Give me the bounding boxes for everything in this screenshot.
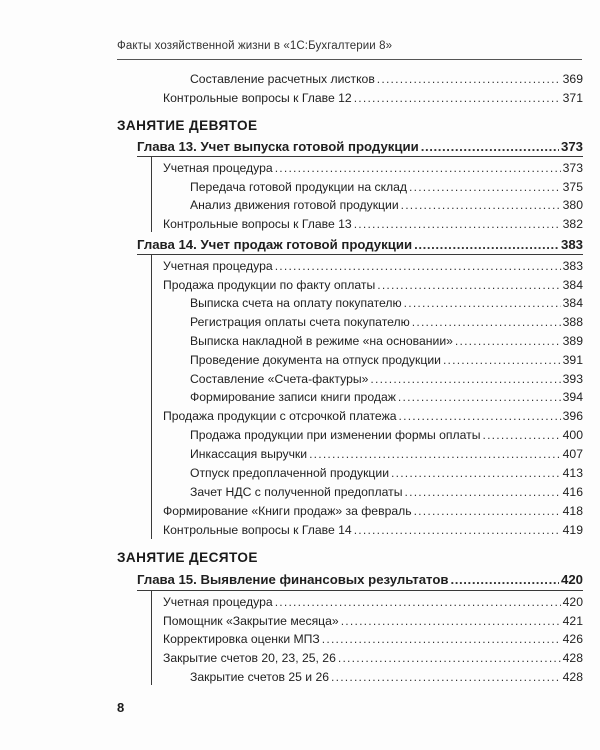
- toc-entry-page: 421: [562, 614, 583, 628]
- toc-entry-title: Выписка счета на оплату покупателю: [190, 296, 402, 310]
- toc-entry-title: Отпуск предоплаченной продукции: [190, 466, 390, 480]
- toc-entry[interactable]: [190, 446, 583, 462]
- toc-entry-title: Составление «Счета-фактуры»: [190, 372, 369, 386]
- toc-entry[interactable]: [163, 594, 583, 610]
- toc-entry[interactable]: [163, 277, 583, 293]
- running-header: Факты хозяйственной жизни в «1С:Бухгалтерии 8»: [117, 40, 393, 52]
- toc-entry-page: 375: [562, 180, 583, 194]
- leader-dots: [399, 408, 561, 424]
- chapter-15[interactable]: [137, 572, 583, 588]
- leader-dots: [404, 295, 561, 311]
- leader-dots: [391, 465, 561, 481]
- toc-entry-title: Продажа продукции с отсрочкой платежа: [163, 409, 397, 423]
- toc-entry-title: Контрольные вопросы к Главе 13: [163, 217, 352, 231]
- chapter-title: Глава 15. Выявление финансовых результатов: [137, 572, 449, 587]
- toc-entry-page: 383: [562, 259, 583, 273]
- leader-dots: [354, 522, 561, 538]
- leader-dots: [398, 389, 561, 405]
- toc-entry-title: Инкассация выручки: [190, 447, 308, 461]
- toc-entry-page: 384: [562, 278, 583, 292]
- leader-dots: [275, 258, 561, 274]
- leader-dots: [322, 631, 561, 647]
- toc-entry-page: 428: [562, 651, 583, 665]
- leader-dots: [414, 503, 561, 519]
- chapter-page: 383: [560, 237, 583, 252]
- toc-entry-title: Корректировка оценки МПЗ: [163, 632, 320, 646]
- toc-entry-title: Контрольные вопросы к Главе 14: [163, 523, 352, 537]
- toc-entry-page: 389: [562, 334, 583, 348]
- toc-entry-title: Закрытие счетов 20, 23, 25, 26: [163, 651, 336, 665]
- toc-entry-page: 369: [562, 72, 583, 86]
- leader-dots: [377, 71, 561, 87]
- toc-entry-title: Помощник «Закрытие месяца»: [163, 614, 339, 628]
- toc-entry-title: Продажа продукции по факту оплаты: [163, 278, 376, 292]
- toc-entry-title: Регистрация оплаты счета покупателю: [190, 315, 410, 329]
- toc-entry-title: Выписка накладной в режиме «на основании»: [190, 334, 453, 348]
- toc-entry-page: 420: [562, 595, 583, 609]
- toc-entry-questions-ch12[interactable]: [163, 90, 583, 106]
- chapter-15-rule: [137, 590, 583, 591]
- toc-entry[interactable]: [190, 314, 583, 330]
- toc-entry[interactable]: [190, 465, 583, 481]
- leader-dots: [341, 613, 561, 629]
- leader-dots: [421, 139, 559, 155]
- toc-entry[interactable]: [190, 484, 583, 500]
- leader-dots: [275, 160, 561, 176]
- toc-entry[interactable]: [190, 389, 583, 405]
- toc-entry[interactable]: [190, 371, 583, 387]
- toc-entry-title: Составление расчетных листков: [190, 72, 375, 86]
- leader-dots: [401, 197, 561, 213]
- chapter-title: Глава 13. Учет выпуска готовой продукции: [137, 139, 419, 154]
- toc-entry-page: 391: [562, 353, 583, 367]
- toc-entry-title: Проведение документа на отпуск продукции: [190, 353, 441, 367]
- chapter-page: 373: [560, 139, 583, 154]
- toc-entry[interactable]: [163, 503, 583, 519]
- chapter-15-bracket: [151, 590, 152, 685]
- toc-entry-page: 419: [562, 523, 583, 537]
- toc-entry[interactable]: [163, 522, 583, 538]
- toc-entry-page: 407: [562, 447, 583, 461]
- toc-entry[interactable]: [190, 669, 583, 685]
- toc-entry-title: Зачет НДС с полученной предоплаты: [190, 485, 403, 499]
- toc-entry-title: Формирование «Книги продаж» за февраль: [163, 504, 412, 518]
- toc-entry-page: 388: [562, 315, 583, 329]
- toc-entry[interactable]: [163, 650, 583, 666]
- toc-entry[interactable]: [163, 631, 583, 647]
- toc-entry[interactable]: [190, 295, 583, 311]
- leader-dots: [451, 572, 559, 588]
- chapter-14-bracket: [151, 254, 152, 539]
- toc-entry-page: 371: [562, 91, 583, 105]
- leader-dots: [377, 277, 560, 293]
- toc-entry-title: Анализ движения готовой продукции: [190, 198, 399, 212]
- toc-entry-title: Учетная процедура: [163, 259, 273, 273]
- leader-dots: [338, 650, 561, 666]
- leader-dots: [409, 179, 561, 195]
- lesson-heading-10: ЗАНЯТИЕ ДЕСЯТОЕ: [117, 550, 258, 565]
- page-number: 8: [117, 700, 125, 715]
- toc-entry-title: Передача готовой продукции на склад: [190, 180, 408, 194]
- toc-entry[interactable]: [190, 333, 583, 349]
- chapter-13-rule: [137, 156, 583, 157]
- leader-dots: [354, 90, 561, 106]
- toc-entry-title: Закрытие счетов 25 и 26: [190, 670, 330, 684]
- toc-entry-page: 393: [562, 372, 583, 386]
- leader-dots: [405, 484, 561, 500]
- leader-dots: [275, 594, 561, 610]
- toc-entry-page: 416: [562, 485, 583, 499]
- toc-entry[interactable]: [190, 427, 583, 443]
- chapter-title: Глава 14. Учет продаж готовой продукции: [137, 237, 413, 252]
- toc-entry[interactable]: [190, 352, 583, 368]
- toc-entry-page: 384: [562, 296, 583, 310]
- toc-entry-page: 380: [562, 198, 583, 212]
- toc-entry-page: 400: [562, 428, 583, 442]
- toc-entry-page: 394: [562, 390, 583, 404]
- leader-dots: [370, 371, 560, 387]
- chapter-page: 420: [560, 572, 583, 587]
- leader-dots: [412, 314, 561, 330]
- toc-entry-title: Учетная процедура: [163, 595, 273, 609]
- toc-entry-title: Формирование записи книги продаж: [190, 390, 396, 404]
- toc-entry-page: 382: [562, 217, 583, 231]
- chapter-13[interactable]: [137, 139, 583, 155]
- leader-dots: [455, 333, 561, 349]
- toc-entry-title: Учетная процедура: [163, 161, 273, 175]
- toc-entry[interactable]: [163, 216, 583, 232]
- leader-dots: [354, 216, 561, 232]
- toc-entry-title: Контрольные вопросы к Главе 12: [163, 91, 352, 105]
- chapter-14-rule: [137, 254, 583, 255]
- toc-entry-payslips[interactable]: [190, 71, 583, 87]
- toc-entry[interactable]: [190, 179, 583, 195]
- leader-dots: [331, 669, 561, 685]
- leader-dots: [309, 446, 561, 462]
- chapter-13-bracket: [151, 156, 152, 232]
- leader-dots: [482, 427, 560, 443]
- leader-dots: [414, 237, 559, 253]
- toc-entry[interactable]: [190, 197, 583, 213]
- chapter-14[interactable]: [137, 237, 583, 253]
- toc-entry-page: 413: [562, 466, 583, 480]
- toc-entry-title: Продажа продукции при изменении формы оплаты: [190, 428, 481, 442]
- lesson-heading-9: ЗАНЯТИЕ ДЕВЯТОЕ: [117, 118, 258, 133]
- toc-entry-page: 373: [562, 161, 583, 175]
- toc-entry-page: 418: [562, 504, 583, 518]
- toc-entry[interactable]: [163, 258, 583, 274]
- toc-entry[interactable]: [163, 160, 583, 176]
- toc-entry[interactable]: [163, 408, 583, 424]
- toc-entry-page: 396: [562, 409, 583, 423]
- leader-dots: [443, 352, 561, 368]
- header-rule: [117, 59, 582, 60]
- toc-entry-page: 428: [562, 670, 583, 684]
- toc-entry-page: 426: [562, 632, 583, 646]
- toc-entry[interactable]: [163, 613, 583, 629]
